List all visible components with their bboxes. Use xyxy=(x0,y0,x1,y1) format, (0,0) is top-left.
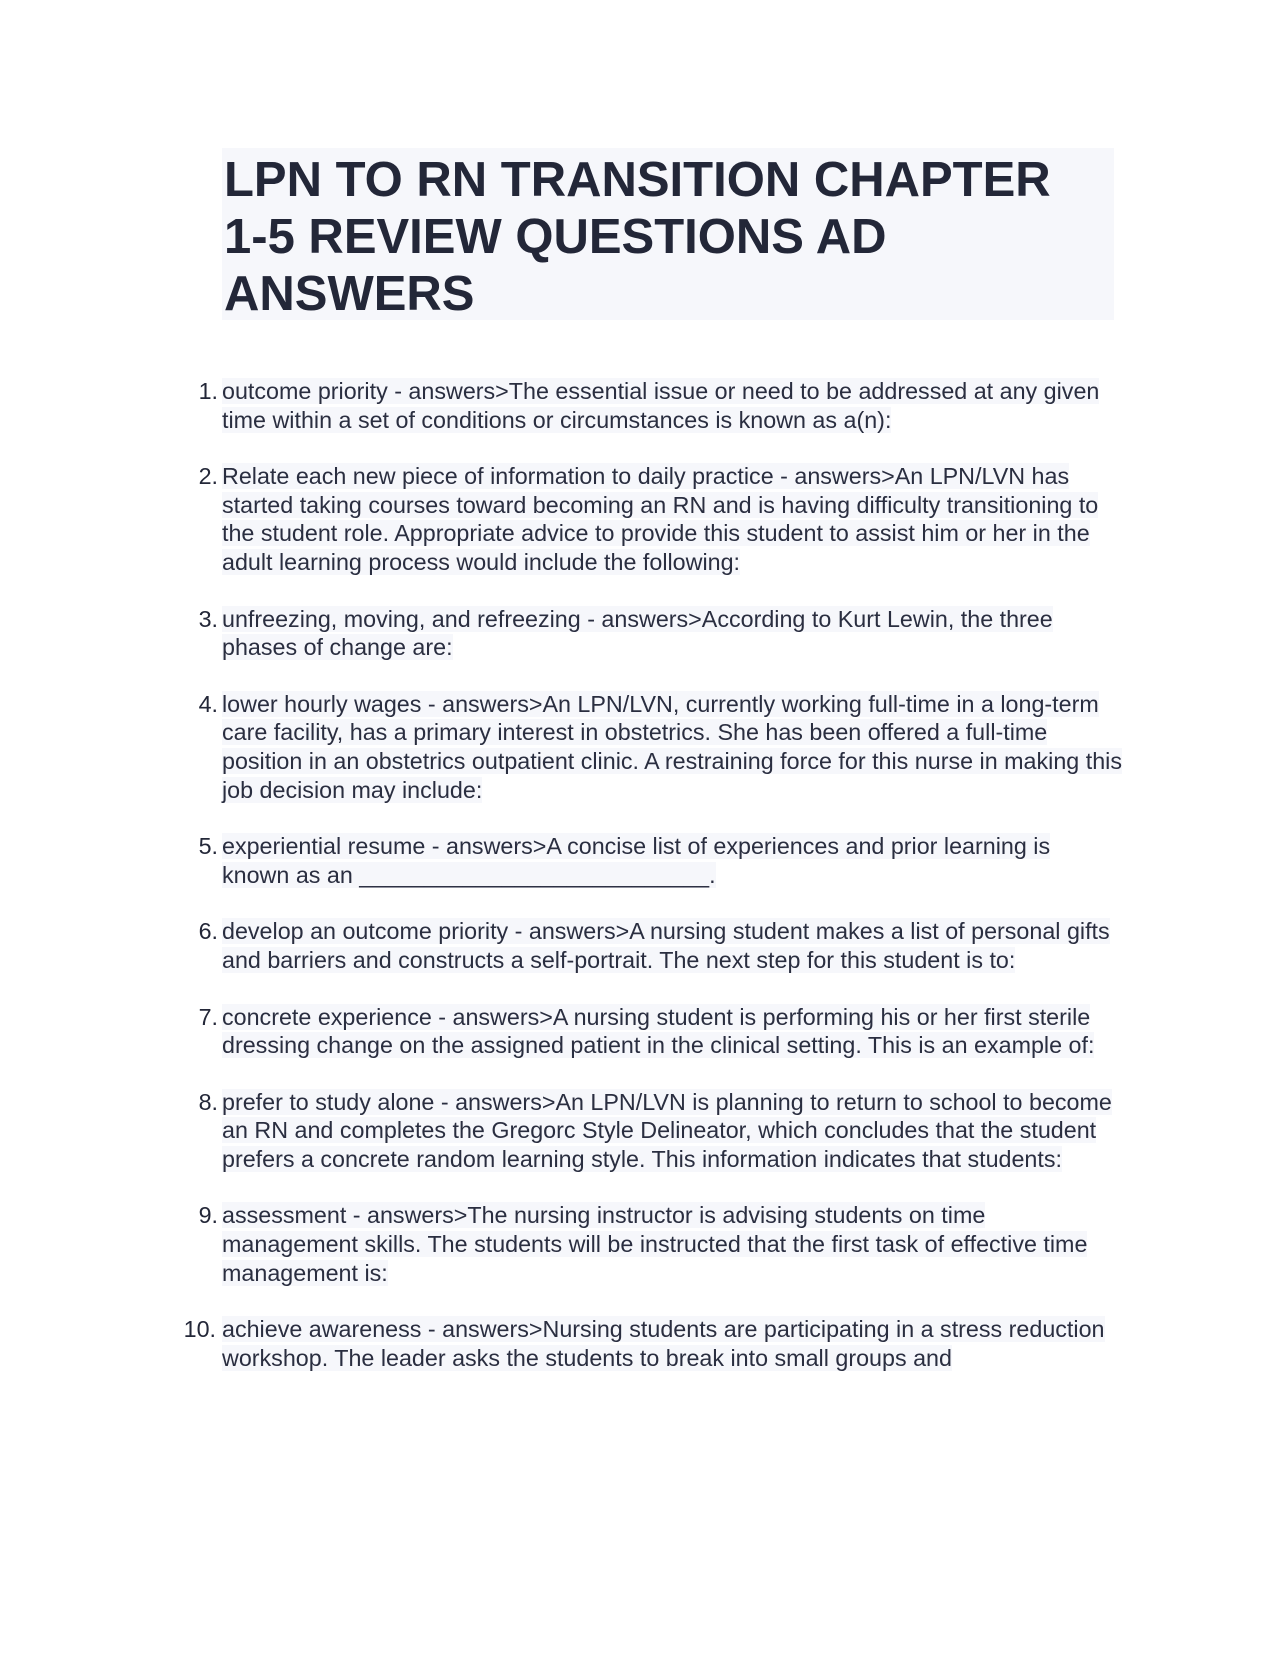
item-text: lower hourly wages - answers>An LPN/LVN, currently working full-time in a long-term care facility, has a primary interest in obstetrics. She has been offered a full-time position in an obstetrics outpatient clinic. A restraining force for this nurse in making this job decision may include: xyxy=(222,690,1122,803)
list-item xyxy=(198,1201,1122,1287)
item-number: 7. xyxy=(198,1003,218,1030)
item-text: experiential resume - answers>A concise list of experiences and prior learning is known as an ___________________________. xyxy=(222,833,1051,888)
item-text: achieve awareness - answers>Nursing students are participating in a stress reduction workshop. The leader asks the students to break into small groups and xyxy=(222,1316,1105,1371)
list-item xyxy=(183,1315,1122,1372)
item-number: 1. xyxy=(198,378,218,404)
item-number: 9. xyxy=(198,1202,218,1229)
list-item xyxy=(198,377,1122,434)
list-item xyxy=(198,605,1122,662)
title-block xyxy=(222,148,1114,320)
list-item xyxy=(198,1003,1122,1060)
list-item xyxy=(198,917,1122,974)
document-title: LPN TO RN TRANSITION CHAPTER 1-5 REVIEW QUESTIONS AD ANSWERS xyxy=(224,153,1051,321)
item-text: develop an outcome priority - answers>A nursing student makes a list of personal gifts and barriers and constructs a self-portrait. The next step for this student is to: xyxy=(222,918,1110,973)
item-text: concrete experience - answers>A nursing student is performing his or her first sterile dressing change on the assigned patient in the clinical setting. This is an example of: xyxy=(222,1003,1095,1059)
item-number: 6. xyxy=(198,918,218,945)
item-text: Relate each new piece of information to daily practice - answers>An LPN/LVN has started taking courses toward becoming an RN and is having difficulty transitioning to the student role. Appropriate advice to provide this student to assist him or her in the adult learning process would include the following: xyxy=(222,463,1099,575)
list-item xyxy=(198,690,1122,804)
item-text: unfreezing, moving, and refreezing - answers>According to Kurt Lewin, the three phases of change are: xyxy=(222,605,1053,661)
list-item xyxy=(198,462,1122,576)
item-text: prefer to study alone - answers>An LPN/LVN is planning to return to school to become an RN and completes the Gregorc Style Delineator, which concludes that the student prefers a concrete random learning style. This information indicates that students: xyxy=(222,1088,1112,1172)
item-number: 4. xyxy=(198,690,218,717)
qa-list xyxy=(183,377,1122,1400)
list-item xyxy=(198,1088,1122,1174)
item-number: 8. xyxy=(198,1088,218,1115)
item-text: outcome priority - answers>The essential issue or need to be addressed at any given time within a set of conditions or circumstances is known as a(n): xyxy=(222,378,1100,433)
item-number: 10. xyxy=(183,1316,216,1343)
item-number: 3. xyxy=(198,605,218,632)
list-item xyxy=(198,832,1122,889)
item-number: 5. xyxy=(198,833,218,860)
item-number: 2. xyxy=(198,463,218,490)
item-text: assessment - answers>The nursing instructor is advising students on time management skills. The students will be instructed that the first task of effective time management is: xyxy=(222,1202,1088,1286)
